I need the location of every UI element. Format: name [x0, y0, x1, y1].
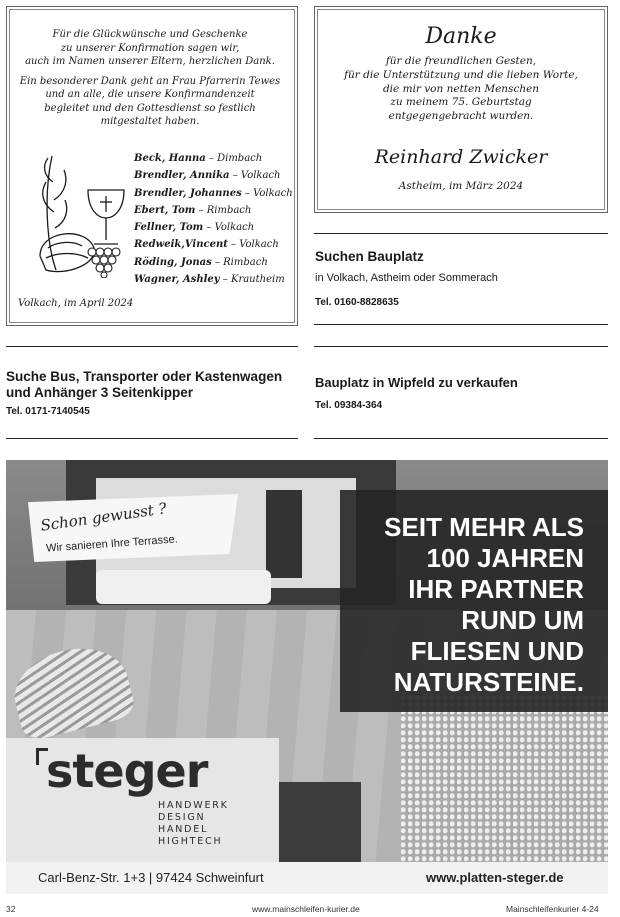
bauplatz-search-tel: Tel. 0160-8828635: [315, 297, 399, 308]
confirmand-row: Redweik,Vincent – Volkach: [134, 239, 279, 251]
confirmand-name: Beck, Hanna: [134, 153, 206, 164]
divider-line: [314, 346, 608, 347]
headline-line: 100 JAHREN: [426, 543, 584, 573]
logo-claim: [158, 800, 229, 848]
headline-text: [340, 512, 584, 698]
confirmation-place-date: Volkach, im April 2024: [18, 298, 134, 309]
bauplatz-sale-tel: Tel. 09384-364: [315, 400, 383, 411]
thanks-line: auch im Namen unserer Eltern, herzlichen Dank.: [25, 56, 275, 67]
dark-square-accent: [279, 782, 361, 862]
thanks-line: Für die Glückwünsche und Geschenke: [52, 29, 248, 40]
claim-line: HANDWERK: [158, 800, 229, 811]
body-line: entgegengebracht wurden.: [388, 110, 534, 123]
door-image: [266, 490, 302, 578]
confirmand-name: Redweik,Vincent: [134, 239, 228, 251]
birthday-signature: Reinhard Zwicker: [374, 146, 548, 168]
confirmand-name: Brendler, Johannes: [134, 187, 242, 199]
thanks-line: zu unserer Konfirmation sagen wir,: [60, 42, 240, 54]
confirmand-row: Brendler, Johannes – Volkach: [134, 187, 293, 199]
steger-logo: steger: [46, 744, 208, 798]
confirmand-list: [134, 150, 294, 288]
confirmand-row: Wagner, Ashley – Krautheim: [134, 274, 285, 286]
bus-search-tel: Tel. 0171-7140545: [6, 406, 90, 417]
confirmation-thanks-text: [18, 28, 282, 135]
bauplatz-sale-title: Bauplatz in Wipfeld zu verkaufen: [315, 375, 518, 390]
claim-line: HIGHTECH: [158, 836, 223, 847]
confirmand-place: Volkach: [239, 239, 279, 251]
bauplatz-search-title: Suchen Bauplatz: [315, 249, 424, 264]
claim-line: DESIGN: [158, 812, 206, 823]
birthday-thanks-title: Danke: [425, 24, 497, 49]
divider-line: [314, 233, 608, 234]
steger-advertisement: [6, 460, 608, 894]
headline-line: RUND UM: [461, 605, 584, 635]
headline-line: FLIESEN UND: [410, 636, 584, 666]
confirmand-name: Wagner, Ashley: [134, 274, 220, 286]
tagline-script: Schon gewusst ?: [39, 499, 168, 535]
confirmand-row: Röding, Jonas – Rimbach: [134, 256, 268, 268]
divider-line: [314, 438, 608, 439]
confirmand-name: Brendler, Annika: [134, 170, 230, 182]
confirmand-place: Volkach: [253, 187, 293, 199]
ad-address: Carl-Benz-Str. 1+3 | 97424 Schweinfurt: [38, 870, 264, 885]
title-line: und Anhänger 3 Seitenkipper: [6, 385, 194, 400]
confirmand-place: Rimbach: [206, 204, 252, 216]
body-line: die mir von netten Menschen: [382, 82, 540, 95]
confirmand-place: Volkach: [240, 170, 281, 182]
chalice-bread-grapes-icon: [36, 152, 132, 278]
confirmand-name: Ebert, Tom: [134, 204, 196, 216]
thanks-line: mitgestaltet haben.: [100, 116, 200, 127]
body-line: für die Unterstützung und die lieben Worte,: [344, 68, 578, 81]
birthday-place-date: Astheim, im März 2024: [398, 180, 524, 192]
headline-line: SEIT MEHR ALS: [384, 512, 584, 542]
footer-site: www.mainschleifen-kurier.de: [252, 904, 360, 914]
divider-line: [6, 346, 298, 347]
confirmand-place: Volkach: [214, 222, 255, 234]
body-line: zu meinem 75. Geburtstag: [390, 96, 532, 109]
confirmand-place: Krautheim: [230, 274, 285, 286]
thanks-line: begleitet und den Gottesdienst so festlich: [44, 102, 256, 114]
confirmand-name: Röding, Jonas: [134, 256, 212, 268]
thanks-line: Ein besonderer Dank geht an Frau Pfarrerin Tewes: [19, 75, 281, 87]
confirmand-row: Ebert, Tom – Rimbach: [134, 204, 252, 216]
divider-line: [314, 324, 608, 325]
confirmand-row: Fellner, Tom – Volkach: [134, 222, 255, 234]
confirmand-row: Brendler, Annika – Volkach: [134, 170, 281, 182]
sofa-image: [96, 570, 271, 604]
confirmand-name: Fellner, Tom: [134, 222, 204, 234]
title-line: Suche Bus, Transporter oder Kastenwagen: [6, 369, 283, 384]
confirmand-row: Beck, Hanna – Dimbach: [134, 153, 263, 164]
footer-issue: Mainschleifenkurier 4-24: [506, 904, 599, 914]
confirmand-place: Dimbach: [217, 153, 263, 164]
gravel-image: [401, 695, 608, 865]
thanks-line: und an alle, die unsere Konfirmandenzeit: [45, 89, 255, 100]
claim-line: HANDEL: [158, 824, 209, 835]
bauplatz-search-sub: in Volkach, Astheim oder Sommerach: [315, 272, 498, 284]
body-line: für die freundlichen Gesten,: [385, 55, 537, 67]
bus-search-title: [6, 369, 298, 401]
tagline-subtext: Wir sanieren Ihre Terrasse.: [45, 533, 179, 555]
birthday-thanks-body: [316, 55, 606, 124]
headline-line: IHR PARTNER: [408, 574, 584, 604]
ad-website: www.platten-steger.de: [426, 870, 564, 885]
page-number: 32: [6, 904, 16, 914]
confirmand-place: Rimbach: [223, 256, 268, 268]
headline-line: NATURSTEINE.: [393, 667, 584, 697]
divider-line: [6, 438, 298, 439]
